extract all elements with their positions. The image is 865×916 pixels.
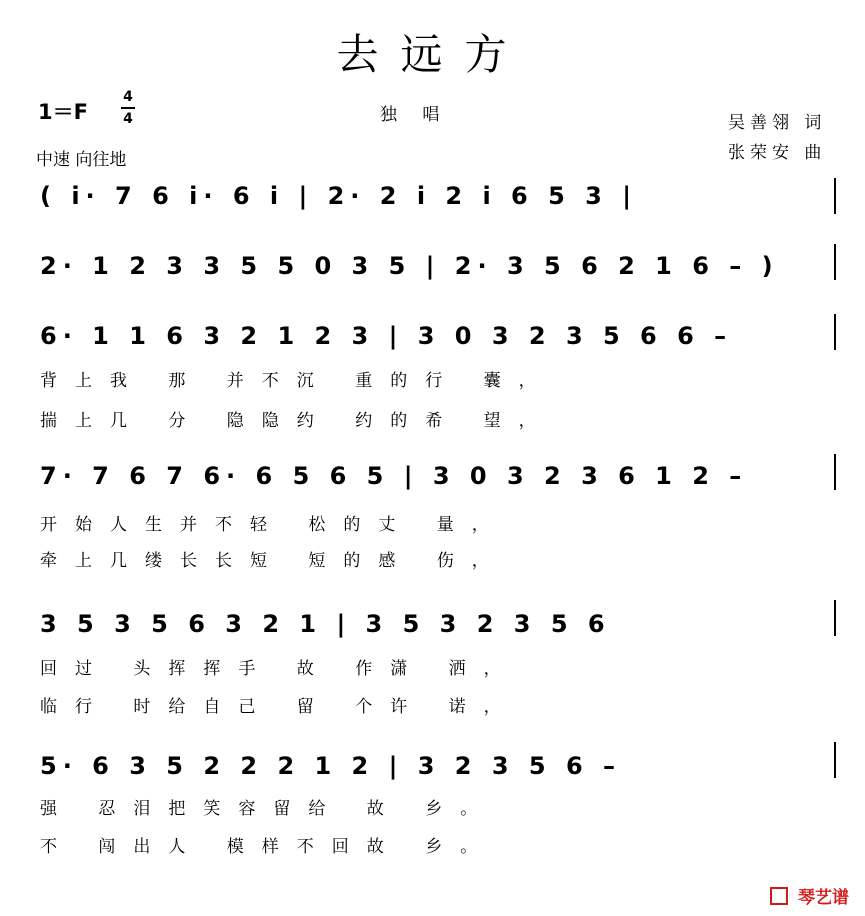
notes-row-5: 3 5 3 5 6 3 2 1 | 3 5 3 2 3 5 6	[40, 610, 611, 638]
lyrics-row-4-verse-1: 开始人生并不轻 松的丈 量，	[40, 515, 507, 535]
notes-row-1: ( i· 7 6 i· 6 i | 2· 2 i 2 i 6 5 3 |	[40, 182, 637, 210]
score-row-4	[0, 462, 865, 571]
time-signature	[118, 88, 138, 128]
barline-right-3	[834, 314, 836, 350]
time-signature-top: 4	[123, 89, 133, 105]
logo-mark-icon	[770, 887, 788, 905]
tempo-marking: 中速 向往地	[36, 150, 127, 170]
notes-row-3: 6· 1 1 6 3 2 1 2 3 | 3 0 3 2 3 5 6 6 –	[40, 322, 733, 350]
lyrics-row-5-verse-2: 临行 时给自己 留 个许 诺，	[40, 697, 519, 717]
lyricist-credit: 吴善翎 词	[728, 113, 827, 133]
watermark-text: 琴艺谱	[798, 888, 849, 908]
lyrics-row-6-verse-2: 不 闯出人 模样不回故 乡。	[40, 837, 496, 857]
lyrics-row-6-verse-1: 强 忍泪把笑容留给 故 乡。	[40, 799, 496, 819]
barline-right-6	[834, 742, 836, 778]
notes-row-2: 2· 1 2 3 3 5 5 0 3 5 | 2· 3 5 6 2 1 6 – )	[40, 252, 779, 280]
barline-right-5	[834, 600, 836, 636]
notes-row-4: 7· 7 6 7 6· 6 5 6 5 | 3 0 3 2 3 6 1 2 –	[40, 462, 748, 490]
lyrics-row-3-verse-2: 揣上几 分 隐隐约 约的希 望，	[40, 411, 554, 431]
score-row-6	[0, 752, 865, 857]
composer-credit: 张荣安 曲	[728, 143, 827, 163]
key-signature: 1＝F	[38, 100, 88, 124]
lyrics-row-4-verse-2: 牵上几缕长长短 短的感 伤，	[40, 551, 507, 571]
score-row-5	[0, 610, 865, 717]
performance-type: 独 唱	[380, 105, 450, 125]
time-signature-bar	[121, 107, 135, 109]
barline-right-4	[834, 454, 836, 490]
song-title: 去远方	[336, 30, 529, 79]
time-signature-bottom: 4	[123, 111, 133, 127]
lyrics-row-3-verse-1: 背上我 那 并不沉 重的行 囊，	[40, 371, 554, 391]
score-row-3	[0, 322, 865, 431]
barline-right-2	[834, 244, 836, 280]
watermark-logo	[770, 883, 849, 908]
barline-right-1	[834, 178, 836, 214]
notes-row-6: 5· 6 3 5 2 2 2 1 2 | 3 2 3 5 6 –	[40, 752, 622, 780]
lyrics-row-5-verse-1: 回过 头挥挥手 故 作潇 洒，	[40, 659, 519, 679]
